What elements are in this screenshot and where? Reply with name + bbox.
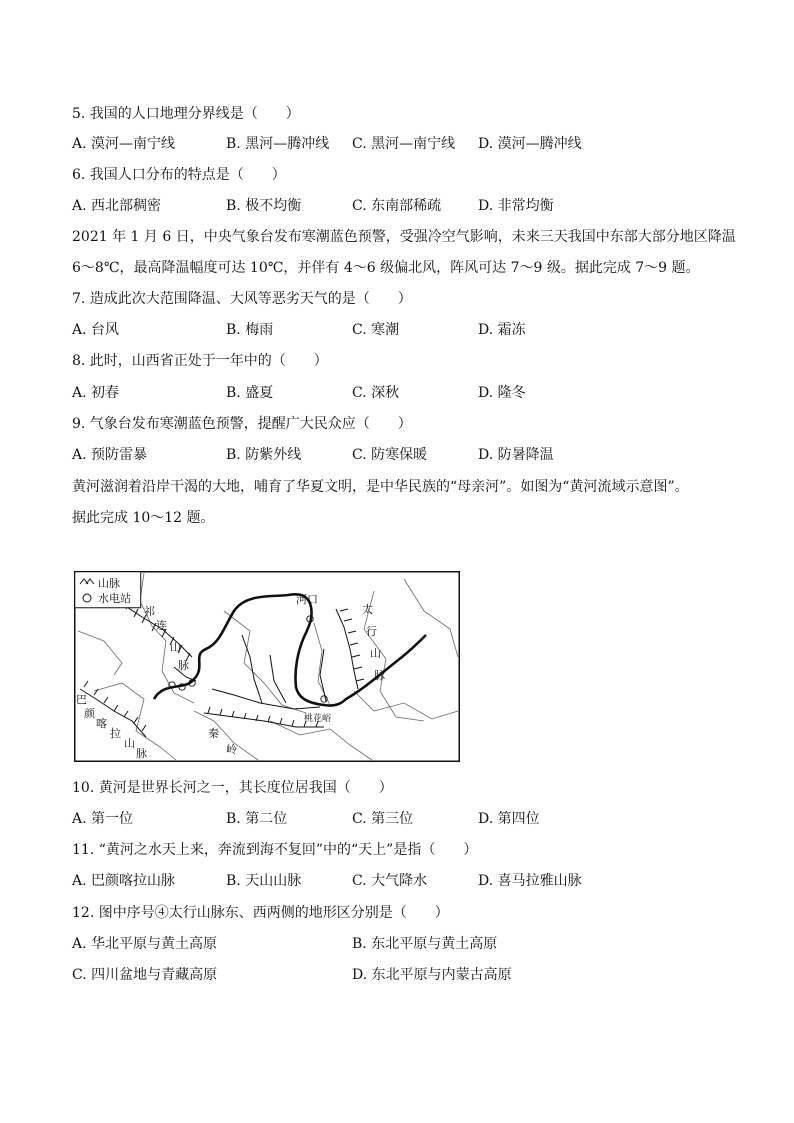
label-bayan-2: 颜 [84,707,95,720]
q7-option-d[interactable]: D. 霜冻 [478,322,526,338]
label-qilian-4: 脉 [178,659,189,672]
q10-option-c[interactable]: C. 第三位 [352,811,414,827]
q8-option-a[interactable]: A. 初春 [72,385,120,401]
passage-cold-wave-line-2: 6～8℃，最高降温幅度可达 10℃，并伴有 4～6 级偏北风，阵风可达 7～9 级。据此完成 7～9 题。 [72,260,700,276]
question-9-stem: 9. 气象台发布寒潮蓝色预警，提醒广大民众应（ ） [72,416,412,432]
q12-option-b[interactable]: B. 东北平原与黄土高原 [352,936,498,952]
label-taohuayu: 桃花峪 [304,714,332,724]
label-qinling-1: 秦 [208,727,219,740]
q10-option-a[interactable]: A. 第一位 [72,811,134,827]
q8-option-c[interactable]: C. 深秋 [352,385,400,401]
question-7-stem: 7. 造成此次大范围降温、大风等恶劣天气的是（ ） [72,291,412,307]
q9-option-c[interactable]: C. 防寒保暖 [352,447,428,463]
question-5-stem: 5. 我国的人口地理分界线是（ ） [72,106,300,122]
q6-option-b[interactable]: B. 极不均衡 [226,198,302,214]
q9-option-a[interactable]: A. 预防雷暴 [72,447,148,463]
label-taihang-4: 脉 [374,669,385,682]
label-qilian-1: 祁 [144,605,155,618]
question-10-stem: 10. 黄河是世界长河之一，其长度位居我国（ ） [72,780,393,796]
q6-option-c[interactable]: C. 东南部稀疏 [352,198,442,214]
legend-hydropower-label: 水电站 [98,592,131,605]
question-11-stem: 11. “黄河之水天上来，奔流到海不复回”中的“天上”是指（ ） [72,842,478,858]
label-qilian-3: 山 [170,641,181,654]
label-bayan-6: 脉 [136,747,147,760]
q9-option-b[interactable]: B. 防紫外线 [226,447,302,463]
q11-option-c[interactable]: C. 大气降水 [352,873,428,889]
passage-cold-wave-line-1: 2021 年 1 月 6 日，中央气象台发布寒潮蓝色预警，受强冷空气影响，未来三天我国中东部大部分地区降温 [72,229,736,245]
label-hekou: 河口 [296,593,318,606]
yellow-river-basin-map [74,571,460,762]
q7-option-b[interactable]: B. 梅雨 [226,322,274,338]
q7-option-a[interactable]: A. 台风 [72,322,120,338]
q12-option-c[interactable]: C. 四川盆地与青藏高原 [72,967,218,983]
q12-option-a[interactable]: A. 华北平原与黄土高原 [72,936,218,952]
q7-option-c[interactable]: C. 寒潮 [352,322,400,338]
question-8-stem: 8. 此时，山西省正处于一年中的（ ） [72,353,328,369]
q6-option-a[interactable]: A. 西北部稠密 [72,198,162,214]
q10-option-b[interactable]: B. 第二位 [226,811,288,827]
label-qilian-2: 连 [156,619,167,632]
q8-option-b[interactable]: B. 盛夏 [226,385,274,401]
q5-option-b[interactable]: B. 黑河—腾冲线 [226,136,330,152]
q11-option-a[interactable]: A. 巴颜喀拉山脉 [72,873,176,889]
q11-option-b[interactable]: B. 天山山脉 [226,873,302,889]
q5-option-c[interactable]: C. 黑河—南宁线 [352,136,456,152]
label-bayan-1: 巴 [76,693,87,706]
q8-option-d[interactable]: D. 隆冬 [478,385,526,401]
q5-option-d[interactable]: D. 漠河—腾冲线 [478,136,582,152]
label-bayan-4: 拉 [110,727,121,740]
q6-option-d[interactable]: D. 非常均衡 [478,198,554,214]
question-12-stem: 12. 图中序号④太行山脉东、西两侧的地形区分别是（ ） [72,905,449,921]
label-bayan-5: 山 [124,737,135,750]
label-taihang-3: 山 [370,647,381,660]
passage-yellow-river-line-1: 黄河滋润着沿岸干渴的大地，哺育了华夏文明，是中华民族的“母亲河”。如图为“黄河流域示意图”。 [72,479,689,495]
legend-mountain-label: 山脉 [98,577,120,590]
label-bayan-3: 喀 [96,717,107,730]
q10-option-d[interactable]: D. 第四位 [478,811,540,827]
q12-option-d[interactable]: D. 东北平原与内蒙古高原 [352,967,512,983]
question-6-stem: 6. 我国人口分布的特点是（ ） [72,167,286,183]
label-taihang-1: 太 [362,603,373,616]
passage-yellow-river-line-2: 据此完成 10～12 题。 [72,510,215,526]
label-qinling-2: 岭 [226,743,237,756]
q11-option-d[interactable]: D. 喜马拉雅山脉 [478,873,582,889]
q5-option-a[interactable]: A. 漠河—南宁线 [72,136,176,152]
q9-option-d[interactable]: D. 防暑降温 [478,447,554,463]
label-taihang-2: 行 [366,625,377,638]
